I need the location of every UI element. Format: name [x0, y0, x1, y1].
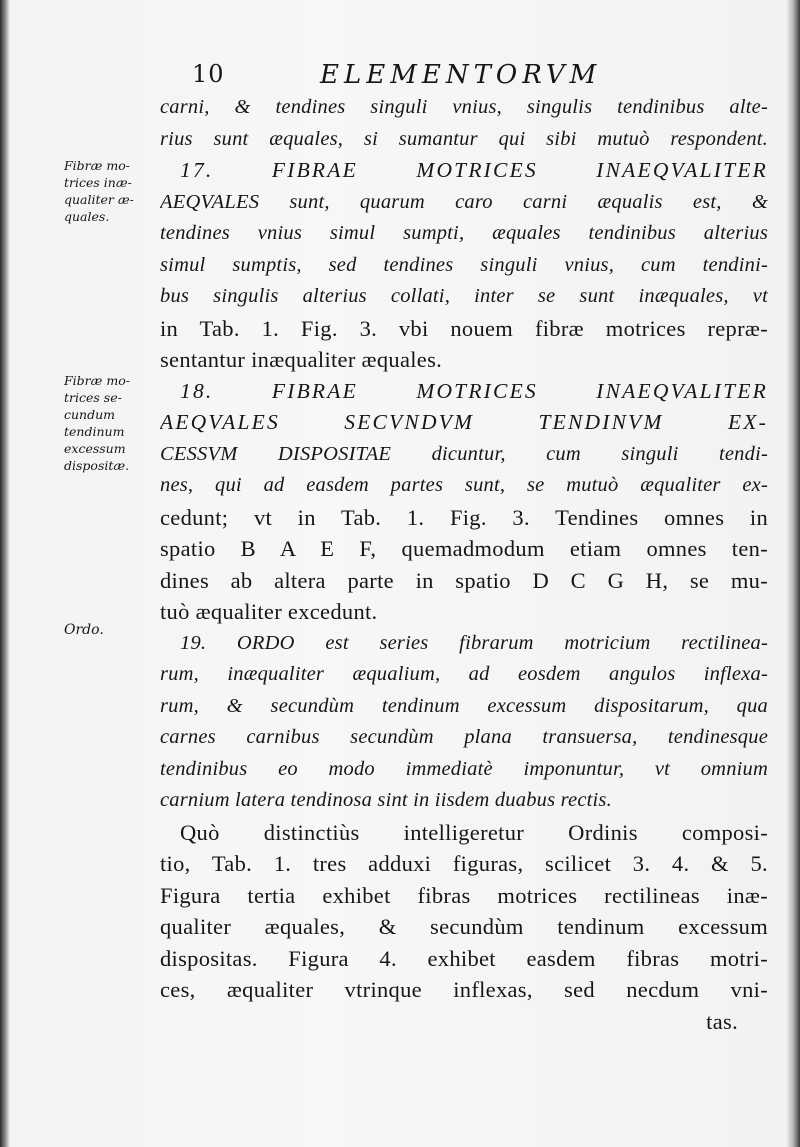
page-number: 10 [192, 60, 225, 88]
margin-note-line: Ordo. [64, 622, 104, 638]
margin-note-line: qualiter æ- [64, 192, 134, 207]
text-line: dispositas. Figura 4. exhibet easdem fibras motri- [160, 945, 768, 971]
margin-note-line: quales. [64, 209, 110, 224]
text-line: bus singulis alterius collati, inter se sunt inæquales, vt [160, 285, 768, 307]
page-gutter-shadow [0, 0, 10, 1147]
margin-note-line: trices se- [64, 390, 122, 405]
text-line: tuò æqualiter excedunt. [160, 599, 378, 624]
text-line: ces, æqualiter vtrinque inflexas, sed necdum vni- [160, 977, 768, 1002]
text-line: simul sumptis, sed tendines singuli vnius, cum tendini- [160, 253, 768, 276]
text-line: AEQVALES sunt, quarum caro carni æqualis est, & [160, 190, 768, 213]
text-line: tio, Tab. 1. tres adduxi figuras, scilicet 3. 4. & 5. [160, 851, 768, 876]
text-line: dines ab altera parte in spatio D C G H, se mu- [160, 567, 768, 593]
text-line: spatio B A E F, quemadmodum etiam omnes ten- [160, 536, 768, 561]
page-edge-shadow [786, 0, 800, 1147]
catchword: tas. [706, 1008, 738, 1034]
section-heading-19: 19. ORDO est series fibrarum motricium rectilinea- [180, 631, 768, 654]
text-line: CESSVM DISPOSITAE dicuntur, cum singuli tendi- [160, 442, 768, 465]
margin-note-line: dispositæ. [64, 458, 130, 473]
text-line: rum, inæqualiter æqualium, ad eosdem angulos inflexa- [160, 663, 768, 685]
text-line: carnium latera tendinosa sint in iisdem duabus rectis. [160, 789, 612, 811]
text-line: sentantur inæqualiter æquales. [160, 347, 443, 372]
text-line: Quò distinctiùs intelligeretur Ordinis composi- [180, 819, 768, 845]
text-line: rum, & secundùm tendinum excessum dispositarum, qua [160, 694, 768, 717]
text-line: in Tab. 1. Fig. 3. vbi nouem fibræ motrices repræ- [160, 315, 768, 341]
text-line: carnes carnibus secundùm plana transuersa, tendinesque [160, 726, 768, 748]
margin-note-line: Fibræ mo- [64, 373, 130, 388]
margin-note-line: tendinum [64, 424, 125, 439]
margin-note-line: trices inæ- [64, 175, 132, 190]
text-line: tendinibus eo modo immediatè imponuntur, vt omnium [160, 757, 768, 780]
text-line: cedunt; vt in Tab. 1. Fig. 3. Tendines omnes in [160, 504, 768, 530]
section-heading-18: 18. FIBRAE MOTRICES INAEQVALITER [180, 378, 768, 403]
section-heading-18-cont: AEQVALES SECVNDVM TENDINVM EX- [160, 410, 768, 434]
margin-note-fibrae-secundum [64, 372, 154, 474]
text-line: qualiter æquales, & secundùm tendinum excessum [160, 914, 768, 939]
text-line: nes, qui ad easdem partes sunt, se mutuò æqualiter ex- [160, 474, 768, 496]
section-heading-17: 17. FIBRAE MOTRICES INAEQVALITER [180, 158, 768, 182]
margin-note-line: Fibræ mo- [64, 158, 130, 173]
body-text [160, 92, 768, 1037]
margin-note-ordo [64, 622, 154, 639]
text-line: tendines vnius simul sumpti, æquales tendinibus alterius [160, 222, 768, 244]
text-line: rius sunt æquales, si sumantur qui sibi mutuò respondent. [160, 127, 768, 150]
margin-note-line: cundum [64, 407, 116, 422]
margin-note-line: excessum [64, 441, 126, 456]
margin-note-fibrae-inaequaliter [64, 157, 154, 225]
page-header [192, 60, 752, 90]
text-line: carni, & tendines singuli vnius, singulis tendinibus alte- [160, 96, 768, 118]
text-line: Figura tertia exhibet fibras motrices rectilineas inæ- [160, 882, 768, 908]
running-title: ELEMENTORVM [320, 60, 602, 90]
